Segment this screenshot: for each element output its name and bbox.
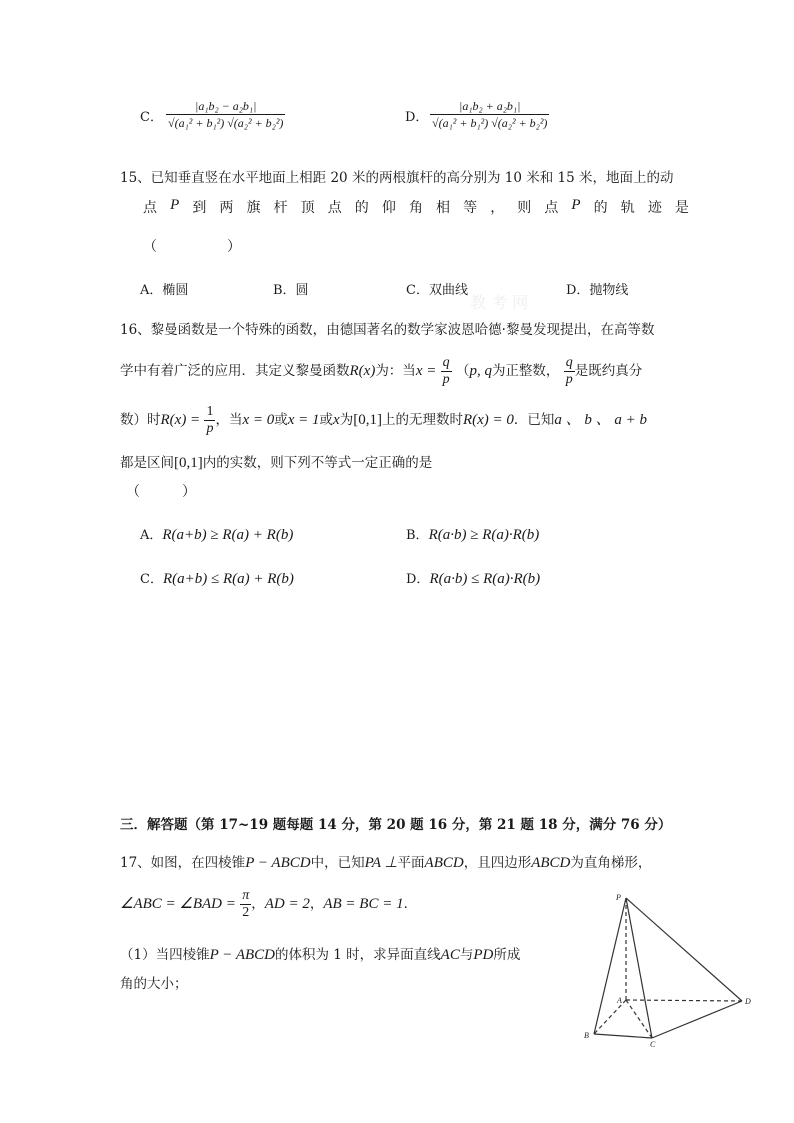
q14-option-d-label: D． (405, 110, 429, 125)
q17-text: 的体积为 1 时，求异面直线 (275, 947, 441, 963)
q16-option-c (140, 568, 294, 588)
fraction-denominator: p (206, 421, 214, 436)
q15-char: P (571, 197, 581, 213)
q16-option-b (406, 524, 539, 544)
q15-char: 顶 (300, 200, 315, 216)
q15-char: 点 (544, 200, 559, 216)
q16-option-b-label: B． (406, 528, 429, 543)
q17-text: ，且四边形 (463, 855, 532, 871)
q15-char: 等 (463, 200, 478, 216)
q14-option-c-numerator: |a₁b₂ − a₂b₁| (166, 98, 285, 115)
q16-option-c-formula: R(a+b) ≤ R(a) + R(b) (162, 571, 294, 587)
q16-math: x = (415, 363, 437, 379)
q16-text: 或 (319, 412, 334, 428)
q15-char: 旗 (246, 200, 261, 216)
q14-option-c (140, 106, 163, 125)
q15-option-a: A．椭圆 (140, 283, 189, 298)
q15-option-b: B．圆 (273, 283, 309, 298)
q16-option-d-formula: R(a·b) ≤ R(a)·R(b) (429, 571, 541, 587)
q17-text: 所成 (493, 947, 521, 963)
q17-math: AD = 2 (264, 896, 310, 912)
edge-ab (594, 1000, 626, 1034)
q14-option-d-numerator: |a₁b₂ + a₂b₁| (430, 98, 549, 115)
q17-text: 为直角梯形， (570, 855, 652, 871)
q17-text: ， (251, 896, 265, 912)
q15-line2 (143, 197, 689, 217)
q16-text: 学中有着广泛的应用．其定义黎曼函数 (120, 363, 350, 379)
fraction-denominator: 2 (242, 905, 250, 920)
fraction-numerator: q (442, 355, 450, 370)
q16-option-a-formula: R(a+b) ≥ R(a) + R(b) (162, 527, 294, 543)
section3-heading: 三．解答题（第 17~19 题每题 14 分，第 20 题 16 分，第 21 题 18 分，满分 76 分） (120, 817, 672, 833)
q15-char: 仰 (381, 200, 396, 216)
edge-cd (652, 1001, 742, 1038)
q16-text: 为 (339, 412, 354, 428)
vertex-label-p: P (616, 893, 621, 902)
q16-option-d (406, 568, 540, 588)
q15-char: ， (490, 200, 505, 216)
q16-math: R(x) (349, 363, 376, 379)
q16-text: 都是区间 (120, 455, 174, 471)
q16-text: ，当 (215, 412, 243, 428)
q17-text: 平面 (397, 855, 425, 871)
q16-option-c-label: C． (140, 572, 163, 587)
q17-math: AC (440, 947, 460, 963)
q17-part1-line1 (120, 945, 520, 965)
q17-text: （1）当四棱锥 (120, 947, 210, 963)
q16-fraction-q-over-p (441, 355, 452, 388)
q17-math: ABCD (531, 855, 571, 871)
q14-option-d-fraction (430, 98, 549, 131)
q17-text: 17、如图，在四棱锥 (120, 855, 246, 871)
vertex-label-a: A (617, 996, 622, 1005)
edge-pc (626, 898, 652, 1038)
q16-text: 为正整数， (491, 363, 560, 379)
q16-fraction-q-over-p-2 (564, 355, 575, 388)
q17-line2 (120, 888, 417, 921)
q17-text: 中，已知 (310, 855, 365, 871)
fraction-numerator: 1 (206, 404, 214, 419)
q16-line2 (120, 355, 642, 388)
q15-option-c: C．双曲线 (406, 283, 468, 298)
q14-option-d-denominator: √(a₁² + b₁²) √(a₂² + b₂²) (432, 116, 548, 130)
vertex-label-d: D (745, 997, 751, 1006)
q15-answer-bracket: （ ） (143, 239, 241, 255)
vertex-label-c: C (650, 1040, 656, 1048)
q16-math: a 、 b 、 a + b (554, 412, 648, 428)
q15-line1: 15、已知垂直竖在水平地面上相距 20 米的两根旗杆的高分别为 10 米和 15 米，地面上的动 (120, 170, 674, 186)
q16-math: x = 0 (242, 412, 275, 428)
q17-part1-line2: 角的大小； (120, 976, 188, 992)
q16-text: 数）时 (120, 412, 161, 428)
edge-ad (626, 1000, 742, 1001)
q15-char: P (170, 197, 180, 213)
q17-math: ABCD (424, 855, 464, 871)
q16-fraction-one-over-p (204, 404, 215, 437)
q16-option-a (140, 524, 293, 544)
q17-line1 (120, 853, 651, 873)
pyramid-figure (580, 888, 760, 1048)
q17-math: PA ⊥ (364, 855, 398, 871)
q16-text: 为：当 (375, 363, 416, 379)
q16-text: （ (455, 363, 470, 379)
q16-math: R(x) = (160, 412, 201, 428)
vertex-label-b: B (584, 1031, 589, 1040)
q15-char: 杆 (273, 200, 288, 216)
fraction-denominator: p (565, 372, 573, 387)
q15-char: 迹 (647, 200, 662, 216)
q16-text: 上的无理数时 (381, 412, 463, 428)
q16-text: 或 (274, 412, 288, 428)
edge-pb (594, 898, 626, 1034)
q14-option-c-fraction (166, 98, 285, 131)
q15-char: 点 (143, 200, 157, 216)
q16-math: x = 1 (287, 412, 320, 428)
q15-char: 则 (517, 200, 532, 216)
q14-option-c-label: C． (140, 110, 163, 125)
edge-bc (594, 1034, 652, 1038)
edge-pd (626, 898, 742, 1001)
q17-text: ， (309, 896, 324, 912)
q16-option-a-label: A． (140, 528, 163, 543)
q17-math: P − ABCD (245, 855, 311, 871)
q17-math: ∠ABC = ∠BAD = (120, 896, 236, 912)
q17-text: 与 (459, 947, 474, 963)
q15-char: 两 (219, 200, 234, 216)
q15-char: 到 (192, 200, 207, 216)
q16-option-b-formula: R(a·b) ≥ R(a)·R(b) (428, 527, 540, 543)
q15-char: 点 (327, 200, 342, 216)
fraction-numerator: π (242, 888, 250, 903)
q17-math: P − ABCD (209, 947, 275, 963)
q16-answer-bracket: （ ） (126, 484, 196, 500)
q14-option-c-denominator: √(a₁² + b₁²) √(a₂² + b₂²) (168, 116, 284, 130)
q15-char: 轨 (620, 200, 635, 216)
q15-char: 相 (436, 200, 451, 216)
q16-math: p, q (469, 363, 492, 379)
q16-line1: 16、黎曼函数是一个特殊的函数，由德国著名的数学家波恩哈德·黎曼发现提出，在高等数 (120, 322, 655, 338)
q17-math: PD (473, 947, 494, 963)
q16-text: 是既约真分 (574, 363, 643, 379)
q16-math: x (333, 412, 340, 428)
q15-char: 角 (408, 200, 423, 216)
q16-text: ．已知 (513, 412, 555, 428)
q16-math: [0,1] (353, 412, 382, 428)
q15-option-d: D．抛物线 (566, 283, 629, 298)
q16-option-d-label: D． (406, 572, 430, 587)
q16-math: R(x) = 0 (462, 412, 514, 428)
fraction-numerator: q (565, 355, 573, 370)
q15-char: 是 (674, 200, 689, 216)
watermark: 教 考 网 (470, 293, 529, 312)
q17-math: AB = BC = 1 (323, 896, 404, 912)
q15-char: 的 (593, 200, 608, 216)
q14-option-d (405, 106, 428, 125)
fraction-denominator: p (442, 372, 450, 387)
q17-text: ． (403, 896, 418, 912)
q16-line4 (120, 453, 432, 473)
q16-text: 内的实数，则下列不等式一定正确的是 (202, 455, 433, 471)
q15-char: 的 (354, 200, 369, 216)
q17-fraction-pi-over-2 (240, 888, 251, 921)
q16-line3 (120, 404, 647, 437)
q16-math: [0,1] (174, 455, 203, 471)
